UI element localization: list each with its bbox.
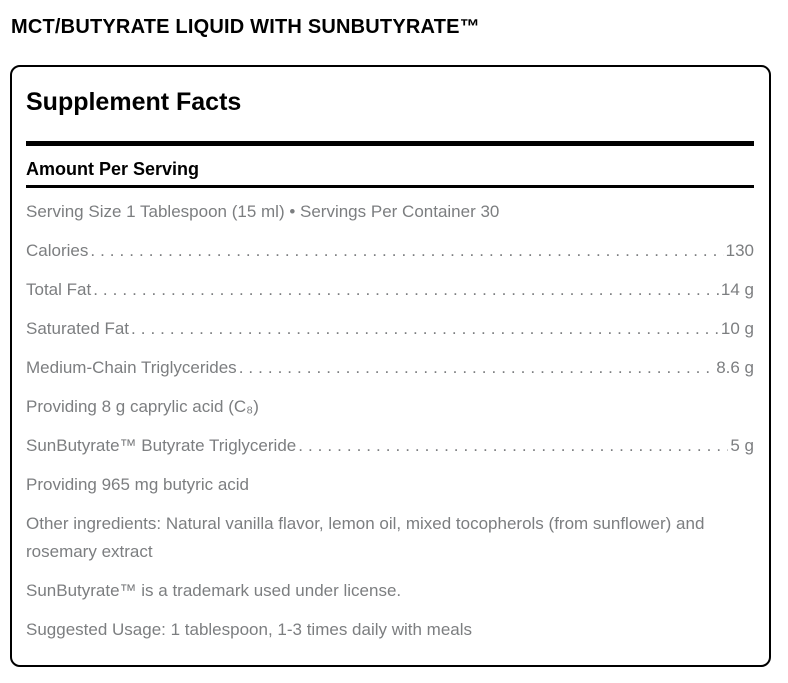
fact-label: Suggested Usage: 1 tablespoon, 1-3 times daily with meals <box>26 620 473 640</box>
dot-leader <box>131 315 719 343</box>
fact-label: Serving Size 1 Tablespoon (15 ml) • Servings Per Container 30 <box>26 202 500 222</box>
supplement-facts-heading: Supplement Facts <box>26 88 242 116</box>
supplement-facts-panel <box>10 65 771 667</box>
fact-row <box>26 432 754 460</box>
fact-label: Providing 965 mg butyric acid <box>26 475 250 495</box>
dot-leader <box>93 276 719 304</box>
fact-row <box>26 510 754 566</box>
fact-label: Other ingredients: Natural vanilla flavor, lemon oil, mixed tocopherols (from sunflower) and rosemary extract <box>26 514 705 562</box>
fact-row <box>26 471 754 499</box>
fact-value: 10 g <box>720 319 754 339</box>
fact-row <box>26 577 754 605</box>
amount-per-serving-heading: Amount Per Serving <box>26 159 200 180</box>
fact-row <box>26 198 754 226</box>
fact-value: 5 g <box>730 436 754 456</box>
fact-value: 14 g <box>720 280 754 300</box>
fact-label: Saturated Fat <box>26 319 130 339</box>
dot-leader <box>239 354 715 382</box>
divider-thick <box>26 141 754 146</box>
product-title: MCT/BUTYRATE LIQUID WITH SUNBUTYRATE™ <box>11 16 480 38</box>
fact-value: 8.6 g <box>716 358 754 378</box>
dot-leader <box>298 432 728 460</box>
dot-leader <box>90 237 723 265</box>
fact-label: Medium-Chain Triglycerides <box>26 358 237 378</box>
fact-row <box>26 393 754 421</box>
fact-label: Total Fat <box>26 280 92 300</box>
fact-label: SunButyrate™ is a trademark used under license. <box>26 581 402 601</box>
fact-row <box>26 237 754 265</box>
facts-rows <box>26 198 754 644</box>
fact-row <box>26 616 754 644</box>
fact-label: SunButyrate™ Butyrate Triglyceride <box>26 436 297 456</box>
divider-thin <box>26 185 754 188</box>
fact-value: 130 <box>725 241 754 261</box>
fact-row <box>26 276 754 304</box>
fact-row <box>26 354 754 382</box>
fact-label: Calories <box>26 241 89 261</box>
fact-label: Providing 8 g caprylic acid (C₈) <box>26 397 259 417</box>
fact-row <box>26 315 754 343</box>
